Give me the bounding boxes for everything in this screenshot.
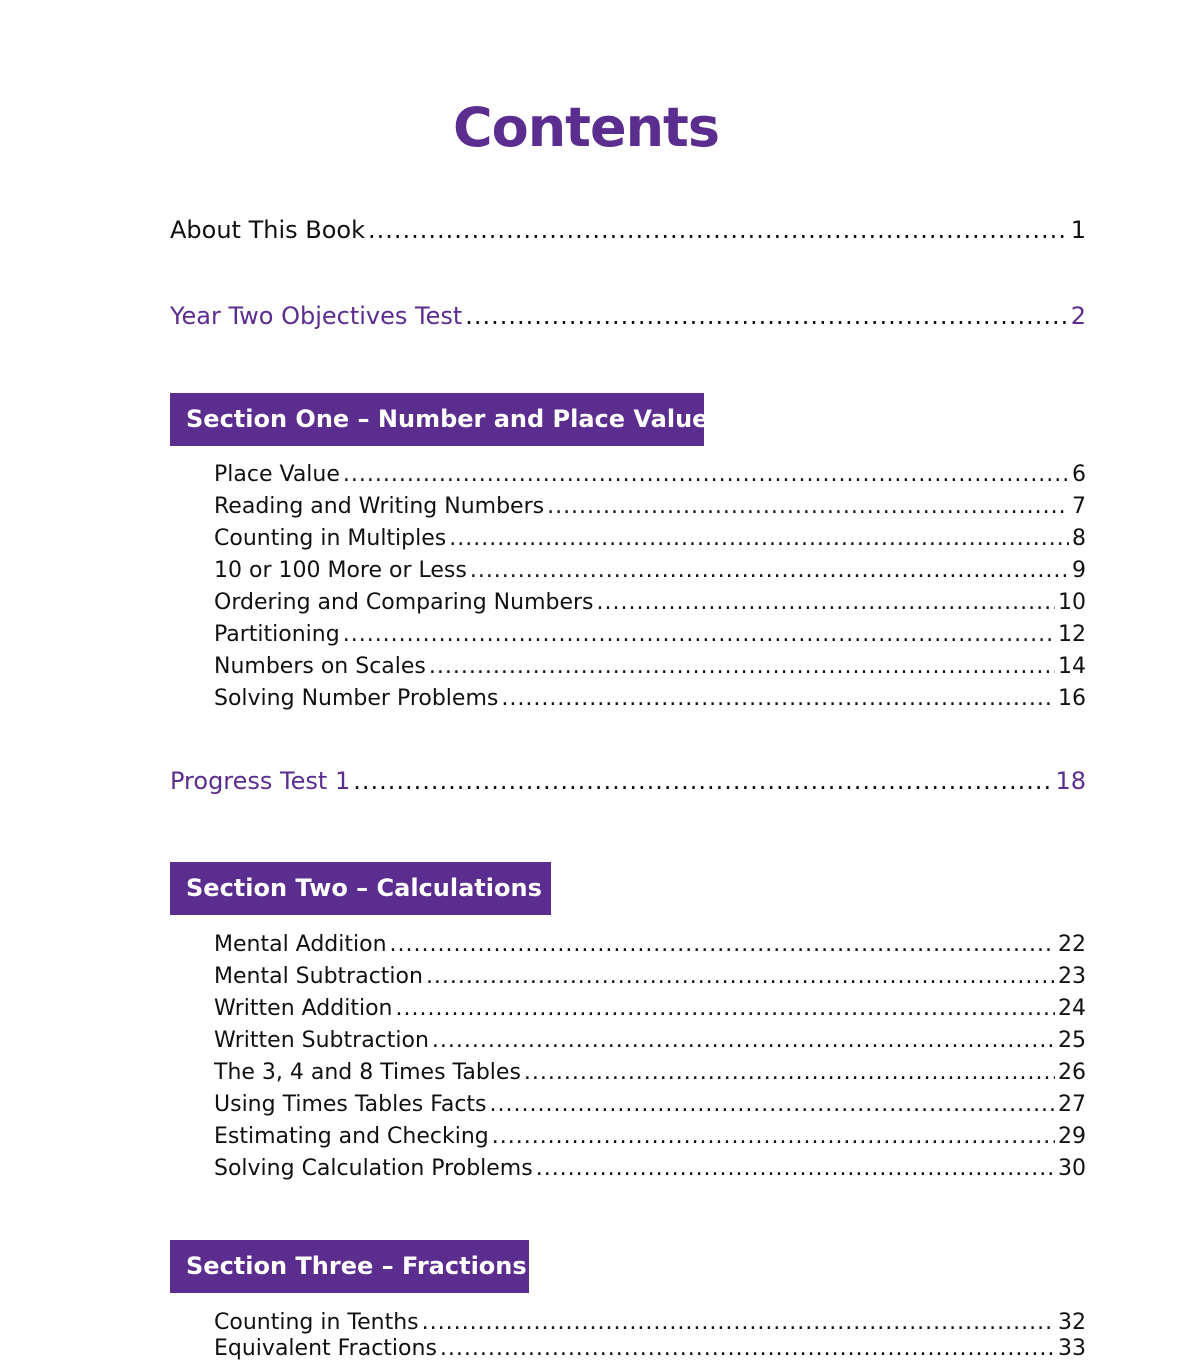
toc-entry-label: Year Two Objectives Test [170,302,463,330]
section-one-heading[interactable]: Section One – Number and Place Value [170,393,704,446]
toc-page-number: 7 [1072,494,1086,519]
toc-entry[interactable] [214,1336,1086,1368]
dot-leader [449,526,1069,551]
toc-page-number: 33 [1058,1336,1086,1361]
toc-entry-label: 10 or 100 More or Less [214,558,467,583]
toc-entry-label: Solving Number Problems [214,686,499,711]
dot-leader [396,996,1056,1021]
toc-entry[interactable] [214,654,1086,686]
dot-leader [429,654,1055,679]
toc-entry-label: Mental Subtraction [214,964,423,989]
dot-leader [422,1310,1055,1335]
section-three-heading[interactable]: Section Three – Fractions [170,1240,529,1293]
dot-leader [490,1092,1055,1117]
toc-entry-label: Place Value [214,462,340,487]
toc-entry[interactable] [214,494,1086,526]
toc-page-number: 18 [1055,767,1086,795]
toc-entry-label: The 3, 4 and 8 Times Tables [214,1060,521,1085]
toc-page-number: 25 [1058,1028,1086,1053]
toc-page-number: 2 [1070,302,1086,330]
toc-entry-about-this-book[interactable] [170,216,1086,248]
toc-page-number: 6 [1072,462,1086,487]
page-title: Contents [452,96,719,159]
toc-entry[interactable] [214,622,1086,654]
toc-page-number: 1 [1070,216,1086,244]
dot-leader [353,767,1052,795]
dot-leader [390,932,1055,957]
toc-page-number: 27 [1058,1092,1086,1117]
toc-page-number: 12 [1058,622,1086,647]
toc-entry-label: Solving Calculation Problems [214,1156,533,1181]
dot-leader [470,558,1069,583]
toc-page-number: 22 [1058,932,1086,957]
toc-entry[interactable] [214,996,1086,1028]
toc-entry-label: Partitioning [214,622,340,647]
toc-entry-label: Equivalent Fractions [214,1336,437,1361]
dot-leader [426,964,1055,989]
dot-leader [432,1028,1055,1053]
toc-entry[interactable] [214,462,1086,494]
dot-leader [465,302,1067,330]
toc-entry[interactable] [214,526,1086,558]
toc-entry[interactable] [214,1092,1086,1124]
toc-entry-label: About This Book [170,216,365,244]
toc-page-number: 16 [1058,686,1086,711]
toc-page-number: 32 [1058,1310,1086,1335]
dot-leader [440,1336,1055,1361]
dot-leader [501,686,1055,711]
toc-entry[interactable] [214,1028,1086,1060]
toc-page-number: 26 [1058,1060,1086,1085]
toc-page-number: 9 [1072,558,1086,583]
toc-entry-label: Ordering and Comparing Numbers [214,590,594,615]
dot-leader [343,622,1055,647]
toc-page-number: 10 [1058,590,1086,615]
toc-entry[interactable] [214,590,1086,622]
toc-entry-label: Numbers on Scales [214,654,426,679]
dot-leader [343,462,1069,487]
toc-page-number: 24 [1058,996,1086,1021]
dot-leader [597,590,1055,615]
toc-entry[interactable] [214,932,1086,964]
toc-page-number: 8 [1072,526,1086,551]
toc-page-number: 23 [1058,964,1086,989]
toc-entry-objectives-test[interactable] [170,302,1086,334]
toc-entry-label: Progress Test 1 [170,767,351,795]
toc-entry[interactable] [214,1156,1086,1188]
toc-entry[interactable] [214,1124,1086,1156]
toc-page-number: 29 [1058,1124,1086,1149]
section-two-heading[interactable]: Section Two – Calculations [170,862,551,915]
toc-entry-label: Counting in Multiples [214,526,447,551]
toc-entry[interactable] [214,964,1086,996]
dot-leader [524,1060,1055,1085]
toc-entry-label: Written Subtraction [214,1028,429,1053]
toc-page-number: 14 [1058,654,1086,679]
toc-entry-progress-test-1[interactable] [170,767,1086,799]
toc-entry-label: Reading and Writing Numbers [214,494,545,519]
toc-entry-label: Estimating and Checking [214,1124,489,1149]
toc-entry-label: Written Addition [214,996,393,1021]
toc-page-number: 30 [1058,1156,1086,1181]
toc-entry-label: Counting in Tenths [214,1310,419,1335]
dot-leader [492,1124,1055,1149]
toc-entry[interactable] [214,1060,1086,1092]
dot-leader [368,216,1068,244]
dot-leader [536,1156,1055,1181]
dot-leader [547,494,1069,519]
toc-entry-label: Mental Addition [214,932,387,957]
toc-entry[interactable] [214,558,1086,590]
toc-entry[interactable] [214,686,1086,718]
toc-entry-label: Using Times Tables Facts [214,1092,487,1117]
